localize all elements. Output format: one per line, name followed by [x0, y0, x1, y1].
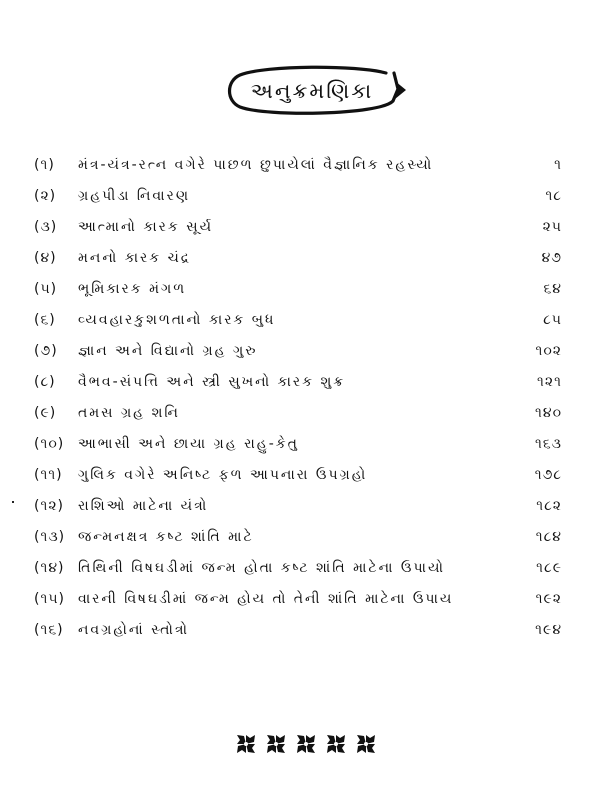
toc-entry	[34, 491, 562, 522]
toc-entry-number: (૧)	[34, 157, 55, 173]
toc-entry	[34, 150, 562, 181]
toc-entry-number: (૧૩)	[34, 529, 66, 545]
toc-entry	[34, 460, 562, 491]
toc-entry-number: (૫)	[34, 281, 58, 297]
toc-entry-number: (૯)	[34, 405, 57, 421]
toc-entry	[34, 584, 562, 615]
toc-entry	[34, 336, 562, 367]
toc-entry-page: ૨૫	[542, 219, 562, 235]
toc-entry-number: (૧૨)	[34, 498, 65, 514]
toc-entry-number: (૬)	[34, 312, 56, 328]
toc-entry-page: ૧૭૮	[534, 467, 562, 483]
ornament-motif	[327, 735, 345, 753]
ornament-motif	[237, 735, 255, 753]
toc-entry-title: આત્માનો કારક સૂર્ય	[78, 219, 214, 235]
toc-entry-page: ૮૫	[543, 312, 562, 328]
toc-entry-title: ભૂમિકારક મંગળ	[78, 281, 187, 297]
toc-entry-title: રાશિઓ માટેના યંત્રો	[78, 498, 209, 514]
toc-entry	[34, 181, 562, 212]
toc-entry	[34, 305, 562, 336]
toc-entry-page: ૧૮	[545, 188, 562, 204]
toc-entry-number: (૪)	[34, 250, 57, 266]
toc-entry-page: ૧૮૪	[535, 529, 562, 545]
toc-entry-page: ૧૦૨	[535, 343, 562, 359]
ornament-motif	[297, 735, 315, 753]
page-title: અનુક્રમણિકા	[250, 79, 374, 103]
toc-entry-title: આભાસી અને છાયા ગ્રહ રાહુ-કેતુ	[78, 436, 299, 452]
toc-entry-title: તિથિની વિષઘડીમાં જન્મ હોતા કષ્ટ શાંતિ માટેના ઉપાયો	[78, 560, 445, 576]
toc-entry-number: (૭)	[34, 343, 58, 359]
toc-entry-title: નવગ્રહોનાં સ્તોત્રો	[78, 622, 189, 638]
toc-entry-number: (૧૧)	[34, 467, 63, 483]
toc-entry	[34, 274, 562, 305]
toc-entry-title: વારની વિષઘડીમાં જન્મ હોય તો તેની શાંતિ માટેના ઉપાય	[78, 591, 454, 607]
toc-entry-page: ૬૪	[543, 281, 562, 297]
toc-entry-title: તમસ ગ્રહ શનિ	[78, 405, 180, 421]
toc-entry-title: જન્મનક્ષત્ર કષ્ટ શાંતિ માટે	[78, 529, 254, 545]
toc-entry-number: (૮)	[34, 374, 56, 390]
toc-entry	[34, 212, 562, 243]
toc-entry-title: મનનો કારક ચંદ્ર	[78, 250, 192, 266]
toc-entry-page: ૧૨૧	[537, 374, 562, 390]
toc-entry-title: મંત્ર-યંત્ર-રત્ન વગેરે પાછળ છુપાયેલાં વૈજ્ઞાનિક રહસ્યો	[78, 157, 434, 173]
toc-entry-page: ૧૬૩	[534, 436, 562, 452]
toc-entry-title: વ્યવહારકુશળતાનો કારક બુધ	[78, 312, 276, 328]
toc-entry-number: (૨)	[34, 188, 57, 204]
toc-entry	[34, 429, 562, 460]
ornament-motif	[357, 735, 375, 753]
toc-entry-title: વૈભવ-સંપત્તિ અને સ્ત્રી સુખનો કારક શુક્ર	[78, 374, 346, 390]
toc-entry	[34, 367, 562, 398]
toc-entry	[34, 522, 562, 553]
toc-entry-page: ૧૮૯	[536, 560, 562, 576]
decorative-ornament	[236, 734, 378, 754]
toc-entry	[34, 398, 562, 429]
table-of-contents	[34, 150, 562, 646]
toc-entry	[34, 243, 562, 274]
toc-entry-title: ગુલિક વગેરે અનિષ્ટ ફળ આપનારા ઉપગ્રહો	[78, 467, 368, 483]
toc-entry-page: ૧૯૨	[535, 591, 562, 607]
toc-entry	[34, 553, 562, 584]
toc-entry-number: (૧૪)	[34, 560, 65, 576]
margin-dot	[12, 501, 14, 503]
toc-entry-page: ૧૮૨	[536, 498, 562, 514]
toc-entry-number: (૧૫)	[34, 591, 65, 607]
toc-entry	[34, 615, 562, 646]
toc-entry-page: ૧	[554, 157, 562, 173]
toc-entry-number: (૩)	[34, 219, 58, 235]
toc-entry-page: ૧૯૪	[535, 622, 562, 638]
toc-entry-title: ગ્રહપીડા નિવારણ	[78, 188, 191, 204]
toc-entry-title: જ્ઞાન અને વિદ્યાનો ગ્રહ ગુરુ	[78, 343, 258, 359]
toc-entry-number: (૧૬)	[34, 622, 64, 638]
toc-entry-page: ૪૭	[541, 250, 562, 266]
title-banner	[226, 63, 406, 119]
toc-entry-number: (૧૦)	[34, 436, 65, 452]
toc-entry-page: ૧૪૦	[535, 405, 562, 421]
ornament-motif	[267, 735, 285, 753]
